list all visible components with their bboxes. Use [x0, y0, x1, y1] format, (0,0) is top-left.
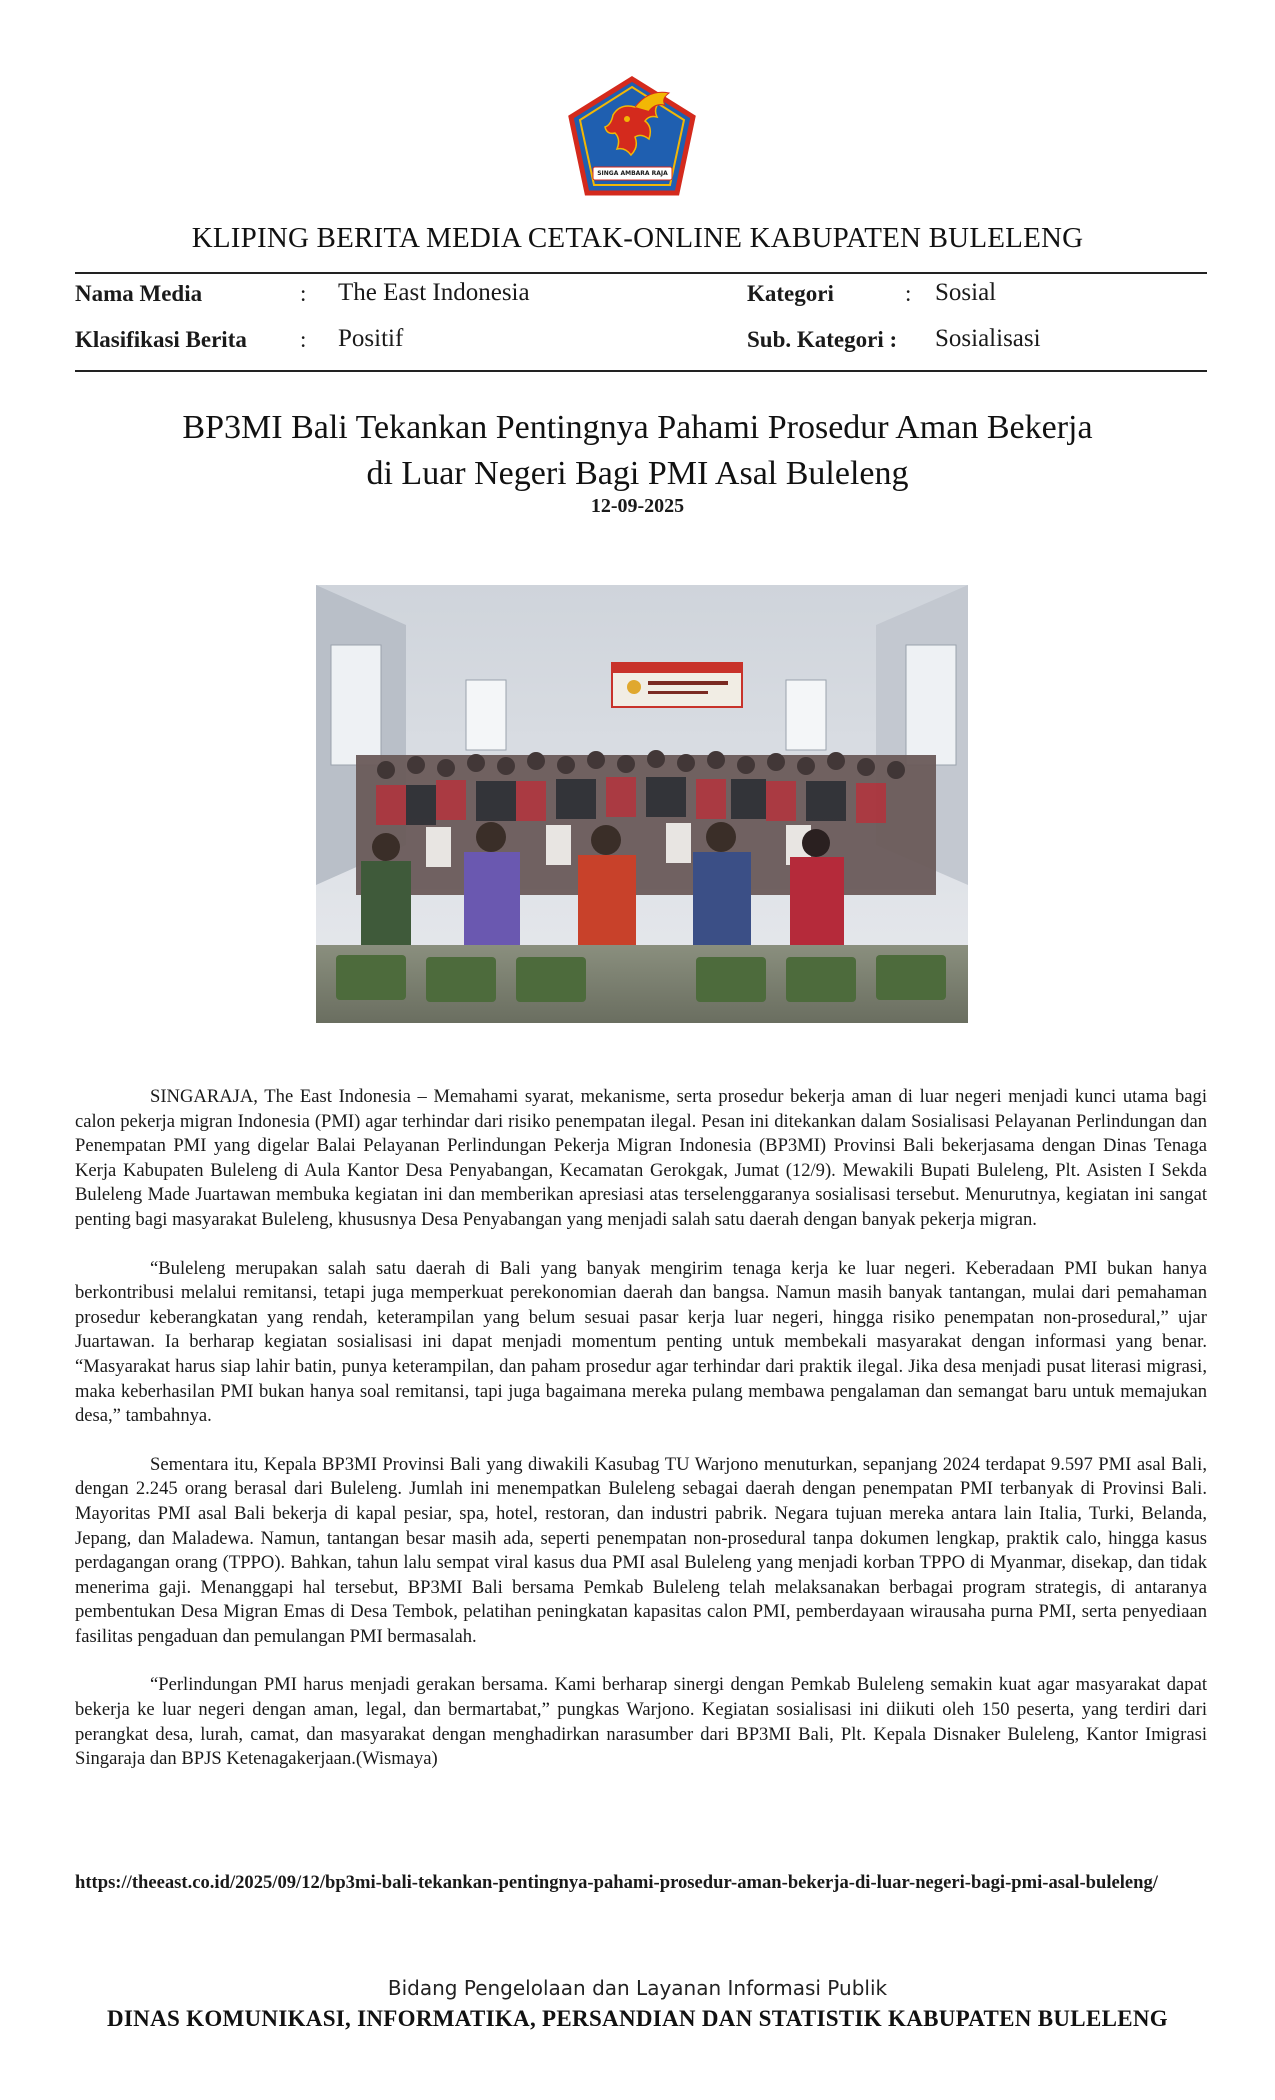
- source-url-link[interactable]: https://theeast.co.id/2025/09/12/bp3mi-bali-tekankan-pentingnya-pahami-prosedur-aman-bekerja-di-luar-negeri-bagi-pmi-asal-buleleng/: [75, 1872, 1158, 1893]
- klasifikasi-colon: :: [300, 327, 307, 352]
- article-paragraph-1: SINGARAJA, The East Indonesia – Memahami syarat, mekanisme, serta prosedur bekerja aman di luar negeri menjadi kunci utama bagi calon pekerja migran Indonesia (PMI) agar terhindar dari risiko penempatan ilegal. Pesan ini ditekankan dalam Sosialisasi Pelayanan Perlindungan dan Penempatan PMI yang digelar Balai Pelayanan Perlindungan Pekerja Migran Indonesia (BP3MI) Provinsi Bali bekerjasama dengan Dinas Tenaga Kerja Kabupaten Buleleng di Aula Kantor Desa Penyabangan, Kecamatan Gerokgak, Jumat (12/9). Mewakili Bupati Buleleng, Plt. Asisten I Sekda Buleleng Made Juartawan membuka kegiatan ini dan memberikan apresiasi atas terselenggaranya sosialisasi tersebut. Menurutnya, kegiatan ini sangat penting bagi masyarakat Buleleng, khususnya Desa Penyabangan yang menjadi salah satu daerah dengan banyak pekerja migran.: [75, 1086, 1207, 1230]
- kliping-header-title: KLIPING BERITA MEDIA CETAK-ONLINE KABUPATEN BULELENG: [191, 222, 1084, 254]
- kategori-colon: :: [905, 281, 912, 306]
- footer-dinas: DINAS KOMUNIKASI, INFORMATIKA, PERSANDIAN DAN STATISTIK KABUPATEN BULELENG: [107, 2006, 1168, 2031]
- subkategori-label: Sub. Kategori :: [747, 327, 898, 352]
- kategori-label: Kategori: [747, 281, 834, 306]
- meta-row-media: [75, 281, 1207, 317]
- meta-row-klasifikasi: [75, 327, 1207, 363]
- article-photo: [316, 585, 968, 1023]
- media-label: Nama Media: [75, 281, 203, 306]
- media-value: The East Indonesia: [338, 279, 530, 306]
- article-title-line2: di Luar Negeri Bagi PMI Asal Buleleng: [366, 455, 909, 492]
- media-colon: :: [300, 281, 307, 306]
- article-paragraph-4: “Perlindungan PMI harus menjadi gerakan bersama. Kami berharap sinergi dengan Pemkab Buleleng semakin kuat agar masyarakat dapat bekerja ke luar negeri dengan aman, legal, dan bermartabat,” pungkas Warjono. Kegiatan sosialisasi ini diikuti oleh 150 peserta, yang terdiri dari perangkat desa, lurah, camat, dan masyarakat dengan menghadirkan narasumber dari BP3MI Bali, Plt. Kepala Disnaker Buleleng, Kantor Imigrasi Singaraja dan BPJS Ketenagakerjaan.(Wismaya): [75, 1674, 1207, 1770]
- buleleng-emblem-icon: [565, 75, 700, 200]
- article-title-line1: BP3MI Bali Tekankan Pentingnya Pahami Prosedur Aman Bekerja: [182, 409, 1093, 446]
- klasifikasi-value: Positif: [338, 325, 404, 352]
- header-divider-bottom: [75, 370, 1207, 372]
- subkategori-value: Sosialisasi: [935, 325, 1041, 352]
- article-paragraph-3: Sementara itu, Kepala BP3MI Provinsi Bali yang diwakili Kasubag TU Warjono menuturkan, sepanjang 2024 terdapat 9.597 PMI asal Bali, dengan 2.245 orang berasal dari Buleleng. Jumlah ini menempatkan Buleleng sebagai daerah dengan penempatan PMI terbanyak di Provinsi Bali. Mayoritas PMI asal Bali bekerja di kapal pesiar, spa, hotel, restoran, dan industri pabrik. Negara tujuan mereka antara lain Italia, Turki, Belanda, Jepang, dan Maladewa. Namun, tantangan besar masih ada, seperti penempatan non-prosedural tanpa dokumen lengkap, praktik calo, hingga kasus perdagangan orang (TPPO). Bahkan, tahun lalu sempat viral kasus dua PMI asal Buleleng yang menjadi korban TPPO di Myanmar, disekap, dan tidak menerima gaji. Menanggapi hal tersebut, BP3MI Bali bersama Pemkab Buleleng telah melaksanakan berbagai program strategis, di antaranya pembentukan Desa Migran Emas di Desa Tembok, pelatihan peningkatan kapasitas calon PMI, pemberdayaan wirausaha purna PMI, serta penyediaan fasilitas pengaduan dan pemulangan PMI bermasalah.: [75, 1453, 1207, 1647]
- kategori-value: Sosial: [935, 279, 997, 306]
- klasifikasi-label: Klasifikasi Berita: [75, 327, 247, 352]
- article-title: [0, 405, 1275, 497]
- article-date: 12-09-2025: [590, 495, 685, 517]
- emblem-text: SINGA AMBARA RAJA: [597, 170, 668, 177]
- header-divider-top: [75, 272, 1207, 274]
- article-paragraph-2: “Buleleng merupakan salah satu daerah di Bali yang banyak mengirim tenaga kerja ke luar negeri. Keberadaan PMI bukan hanya berkontribusi melalui remitansi, tetapi juga memperkuat perekonomian daerah dan bangsa. Namun masih banyak tantangan, mulai dari pemahaman prosedur keberangkatan yang rendah, keterampilan yang belum sesuai pasar kerja luar negeri, hingga risiko penempatan non-prosedural,” ujar Juartawan. Ia berharap kegiatan sosialisasi ini dapat menjadi momentum penting untuk membekali masyarakat dengan informasi yang benar. “Masyarakat harus siap lahir batin, punya keterampilan, dan paham prosedur agar terhindar dari praktik ilegal. Jika desa menjadi pusat literasi migrasi, maka keberhasilan PMI bukan hanya soal remitansi, tapi juga bagaimana mereka pulang membawa pengalaman dan semangat baru untuk memajukan desa,” tambahnya.: [75, 1257, 1207, 1427]
- footer-bidang: Bidang Pengelolaan dan Layanan Informasi Publik: [387, 1976, 888, 2000]
- article-body: [75, 1085, 1207, 1796]
